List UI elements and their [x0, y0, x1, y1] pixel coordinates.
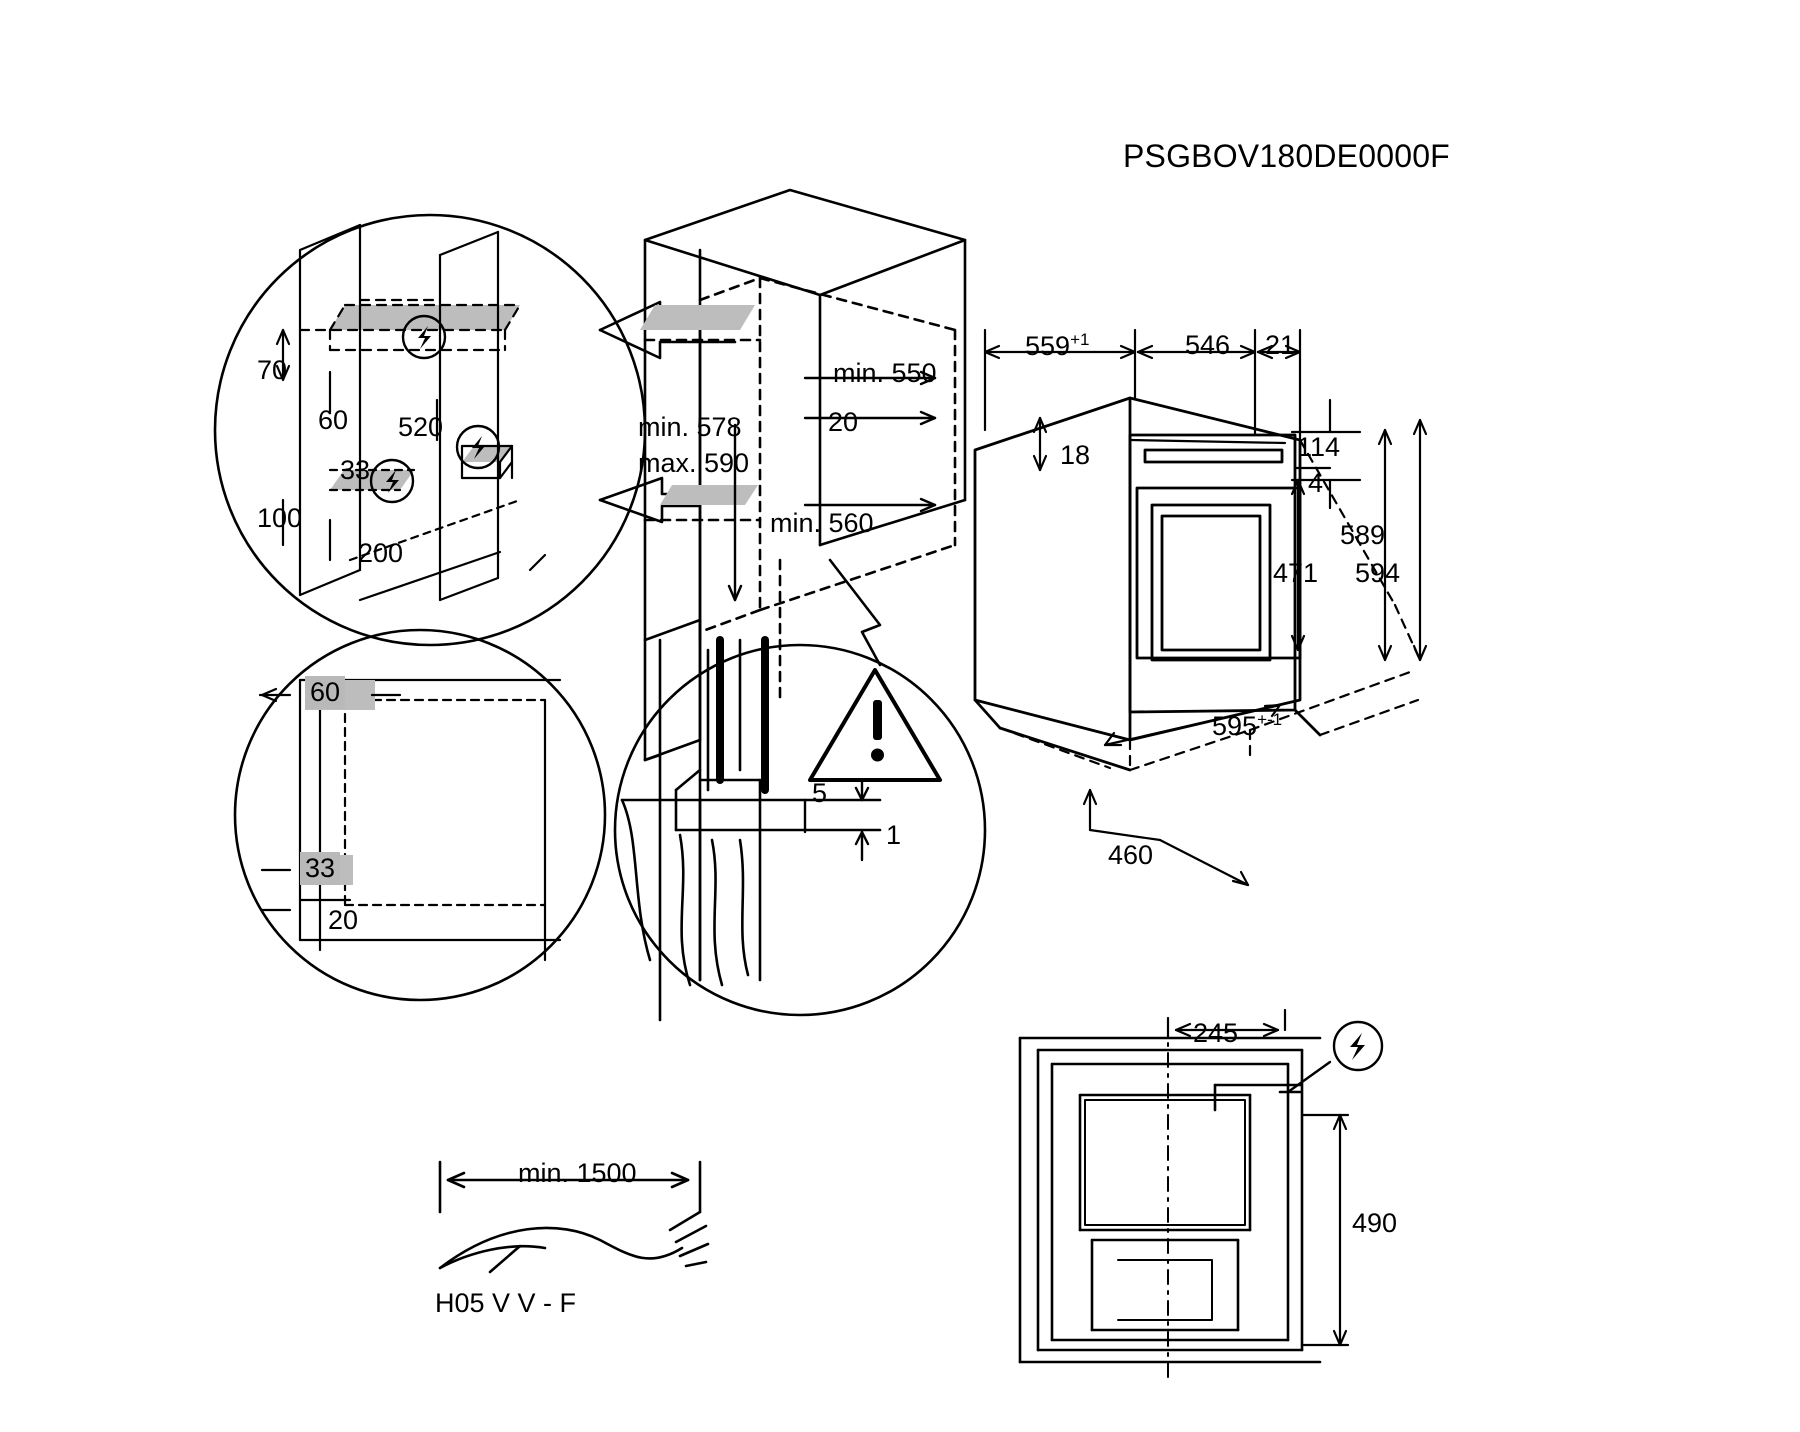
dimension-100: 100 — [257, 503, 303, 533]
dimension-min-560: min. 560 — [770, 508, 874, 538]
dimension-60: 60 — [318, 405, 349, 435]
dimension-max-590: max. 590 — [638, 448, 750, 478]
dimension-594: 594 — [1355, 558, 1401, 588]
page-title: PSGBOV180DE0000F — [1123, 138, 1450, 174]
dimension-60-plan: 60 — [305, 676, 345, 709]
dimension-18: 18 — [1060, 440, 1091, 470]
dimension-20-niche: 20 — [828, 407, 859, 437]
dimension-min-578: min. 578 — [638, 412, 742, 442]
dimension-200: 200 — [358, 538, 404, 568]
dimension-490: 490 — [1352, 1208, 1398, 1238]
dimension-20-plan: 20 — [328, 905, 359, 935]
dimension-589: 589 — [1340, 520, 1386, 550]
dimension-min-550: min. 550 — [833, 358, 937, 388]
cable-length-label: min. 1500 — [518, 1158, 637, 1188]
dimension-33-plan: 33 — [300, 852, 340, 885]
dimension-559: $559^{+1}$ — [1025, 330, 1090, 361]
dimension-546: 546 — [1185, 330, 1231, 360]
dimension-245: 245 — [1193, 1018, 1239, 1048]
dimension-5: 5 — [812, 778, 828, 808]
dimension-1: 1 — [886, 820, 902, 850]
dimension-520: 520 — [398, 412, 444, 442]
dimension-21: 21 — [1265, 330, 1296, 360]
dimension-70: 70 — [257, 355, 288, 385]
dimension-471: 471 — [1273, 558, 1319, 588]
dimension-33: 33 — [340, 455, 371, 485]
dimension-460: 460 — [1108, 840, 1154, 870]
dimension-114: 114 — [1297, 432, 1341, 462]
dimension-4: 4 — [1308, 468, 1324, 498]
dimension-595: $595^{+-1}$ — [1212, 710, 1283, 741]
cable-type-label: H05 V V - F — [435, 1288, 577, 1318]
